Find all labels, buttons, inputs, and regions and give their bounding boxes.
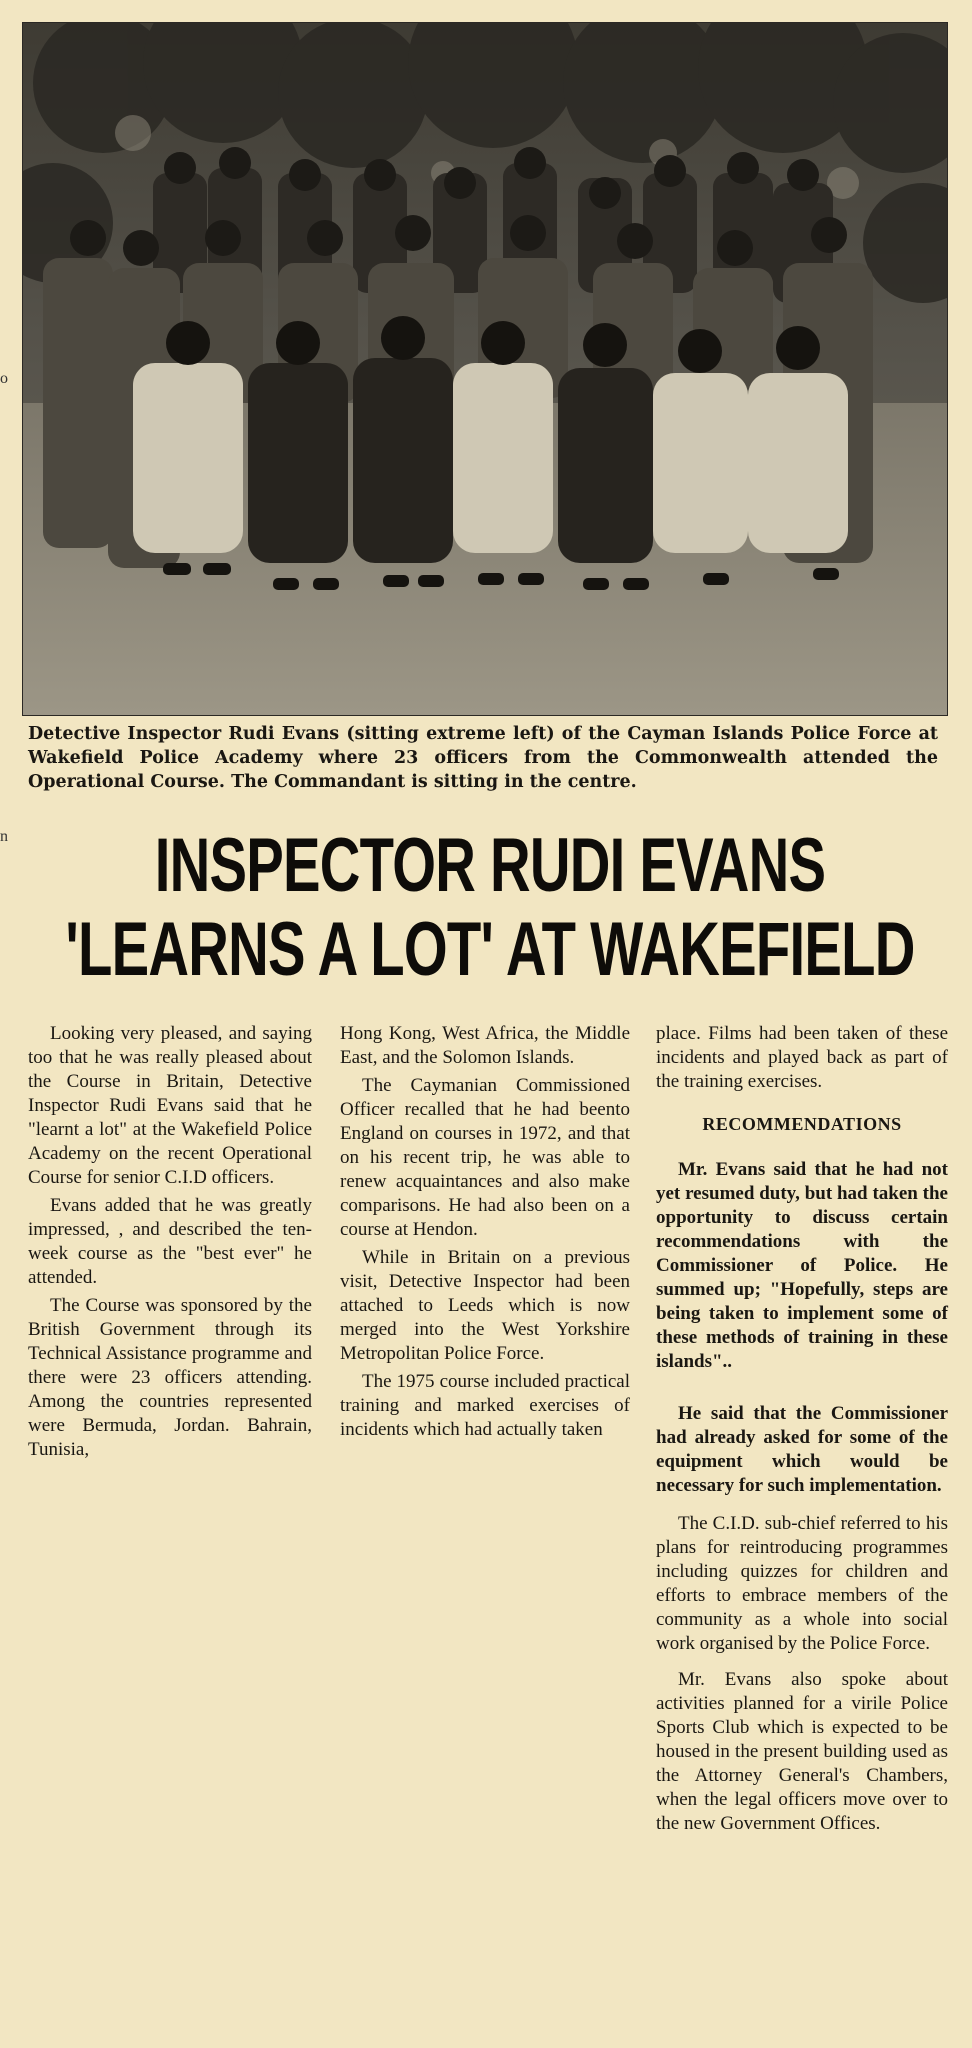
paragraph: Hong Kong, West Africa, the Middle East, and the Solomon Islands. [340, 1023, 630, 1068]
article-column-1 [28, 1022, 312, 1466]
paragraph: While in Britain on a previous visit, Detective Inspector had been attached to Leeds which is now merged into the West Yorkshire Metropolitan Police Force. [340, 1247, 630, 1364]
photo-caption: Detective Inspector Rudi Evans (sitting extreme left) of the Cayman Islands Police Force at Wakefield Police Academy where 23 officers from the Commonwealth attended the Operational Course. The Commandant is sitting in the centre. [28, 724, 938, 792]
paragraph: Mr. Evans said that he had not yet resumed duty, but had taken the opportunity to discuss certain recommendations with the Commissioner of Police. He summed up; "Hopefully, steps are being taken to implement some of these methods of training in these islands".. [656, 1159, 948, 1372]
paragraph: The 1975 course included practical training and marked exercises of incidents which had actually taken [340, 1371, 630, 1440]
paragraph: Evans added that he was greatly impressed, , and described the ten-week course as the "best ever" he attended. [28, 1195, 312, 1288]
edge-mark: o [0, 370, 8, 387]
paragraph: The C.I.D. sub-chief referred to his plans for reintroducing programmes including quizzes for children and efforts to embrace members of the community as a whole into social work organised by the Police Force. [656, 1513, 948, 1654]
section-subhead: RECOMMENDATIONS [702, 1114, 902, 1134]
paragraph: place. Films had been taken of these incidents and played back as part of the training exercises. [656, 1023, 948, 1092]
article-column-2 [340, 1022, 630, 1446]
paragraph: Mr. Evans also spoke about activities planned for a virile Police Sports Club which is expected to be housed in the present building used as the Attorney General's Chambers, when the legal officers move over to the new Government Offices. [656, 1669, 948, 1834]
article-column-3 [656, 1022, 948, 1840]
group-photo-image [23, 23, 947, 715]
paragraph: The Course was sponsored by the British Government through its Technical Assistance programme and there were 23 officers attending. Among the countries represented were Bermuda, Jordan. Bahrain, Tunisia, [28, 1295, 312, 1460]
headline [65, 823, 915, 992]
paragraph: He said that the Commissioner had already asked for some of the equipment which would be necessary for such implementation. [656, 1403, 948, 1496]
headline-line-2: 'LEARNS A LOT' AT WAKEFIELD [65, 907, 915, 992]
headline-line-1: INSPECTOR RUDI EVANS [154, 823, 826, 908]
group-photo [22, 22, 948, 716]
paragraph: The Caymanian Commissioned Officer recalled that he had beento England on courses in 1972, and that on his recent trip, he was able to renew acquaintances and also make comparisons. He had also been on a course at Hendon. [340, 1075, 630, 1240]
paragraph: Looking very pleased, and saying too that he was really pleased about the Course in Britain, Detective Inspector Rudi Evans said that he "learnt a lot" at the Wakefield Police Academy on the recent Operational Course for senior C.I.D officers. [28, 1023, 312, 1188]
edge-mark: n [0, 828, 8, 845]
